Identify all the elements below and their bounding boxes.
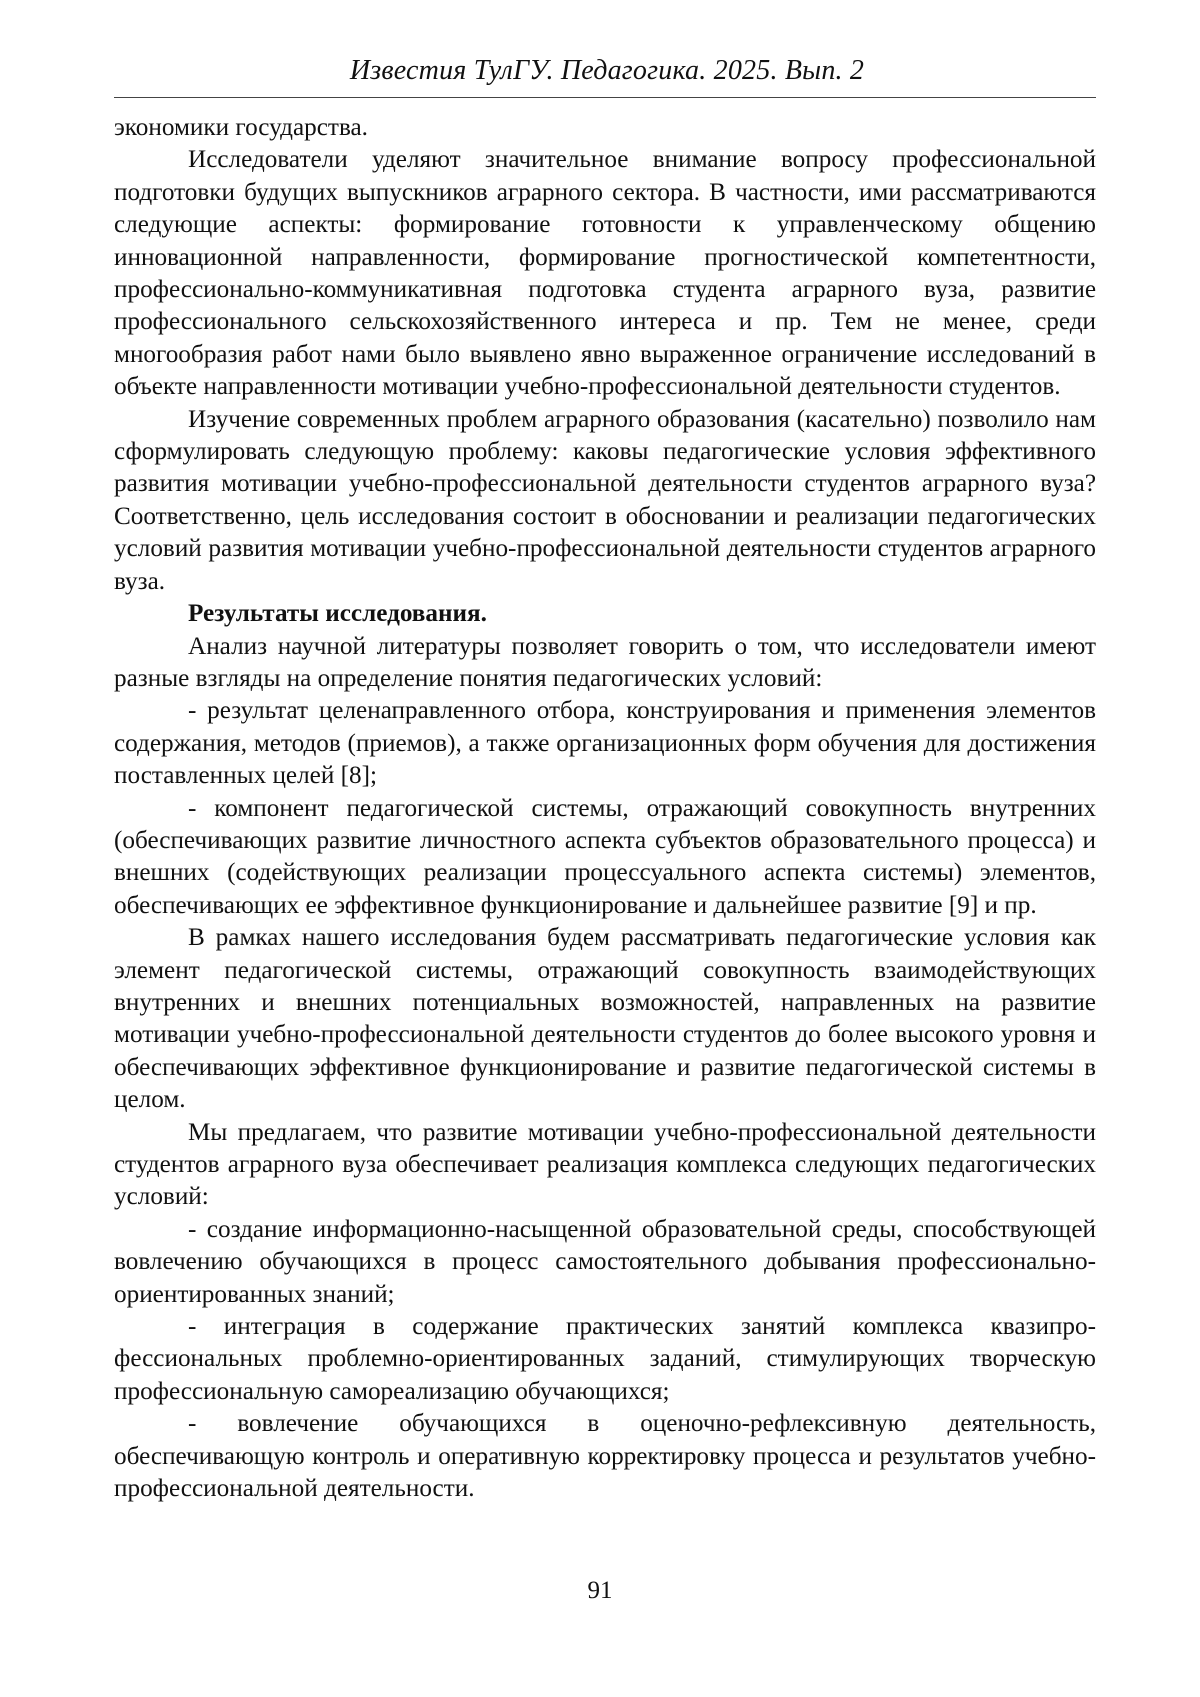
list-item: - компонент педагогической системы, отражающий совокупность внутренних (обеспечивающих развитие личностного аспекта субъектов образовательного процесса) и внешних (содействующих реализации процессуального аспекта системы) элементов, обеспечивающих ее эффективное функционирование и дальнейшее развитие [9] и пр. — [114, 794, 1096, 919]
paragraph: В рамках нашего исследования будем рассматривать педагогические условия как элемент педагогической системы, отражающий совокупность взаимодействующих внутренних и внешних потенциальных возможностей, направленных на развитие мотивации учебно-профессиональной деятельности студентов до более высокого уровня и обеспечивающих эффективное функционирование и развитие педагогической системы в целом. — [114, 924, 1096, 1114]
list-item: - интеграция в содержание практических занятий комплекса квазипрофессиональных проблемно-ориентированных заданий, стимулирующих творческую профессиональную самореализацию обучающихся; — [114, 1313, 1096, 1405]
paragraph: Мы предлагаем, что развитие мотивации учебно-профессиональной деятельности студентов аграрного вуза обеспечивает реализация комплекса следующих педагогических условий: — [114, 1118, 1096, 1211]
paragraph: Изучение современных проблем аграрного образования (касательно) позволило нам сформулировать следующую проблему: каковы педагогические условия эффективного развития мотивации учебно-профессиональной деятельности студентов аграрного вуза? Соответственно, цель исследования состоит в обосновании и реализации педагогических условий развития мотивации учебно-профессиональной деятельности студентов аграрного вуза. — [114, 405, 1096, 595]
paragraph: Анализ научной литературы позволяет говорить о том, что исследователи имеют разные взгляды на определение понятия педагогических условий: — [114, 632, 1096, 692]
list-item: - создание информационно-насыщенной образовательной среды, способствующей вовлечению обучающихся в процесс самостоятельного добывания профессионально-ориентированных знаний; — [114, 1215, 1096, 1308]
page-number: 91 — [587, 1577, 613, 1604]
section-heading: Результаты исследования. — [188, 600, 487, 628]
paragraph: Исследователи уделяют значительное внимание вопросу профессиональной подготовки будущих выпускников аграрного сектора. В частности, ими рассматриваются следующие аспекты: формирование готовности к управленческому общению инновационной направленности, формирование прогностической компетентности, профессионально-коммуникативная подготовка студента аграрного вуза, развитие профессионального сельскохозяйственного интереса и пр. Тем не менее, среди многообразия работ нами было выявлено явно выраженное ограничение исследований в объекте направленности мотивации учебно-профессиональной деятельности студентов. — [114, 146, 1096, 401]
running-header: Известия ТулГУ. Педагогика. 2025. Вып. 2 — [349, 55, 865, 86]
paragraph-continuation: экономики государства. — [114, 114, 368, 141]
list-item: - вовлечение обучающихся в оценочно-рефлексивную деятельность, обеспечивающую контроль и оперативную корректировку процесса и результатов учебно-профессиональной деятельности. — [114, 1410, 1096, 1503]
body-text — [114, 112, 1096, 1505]
list-item: - результат целенаправленного отбора, конструирования и применения элементов содержания, методов (приемов), а также организационных форм обучения для достижения поставленных целей [8]; — [114, 697, 1096, 790]
header-rule — [114, 97, 1096, 98]
